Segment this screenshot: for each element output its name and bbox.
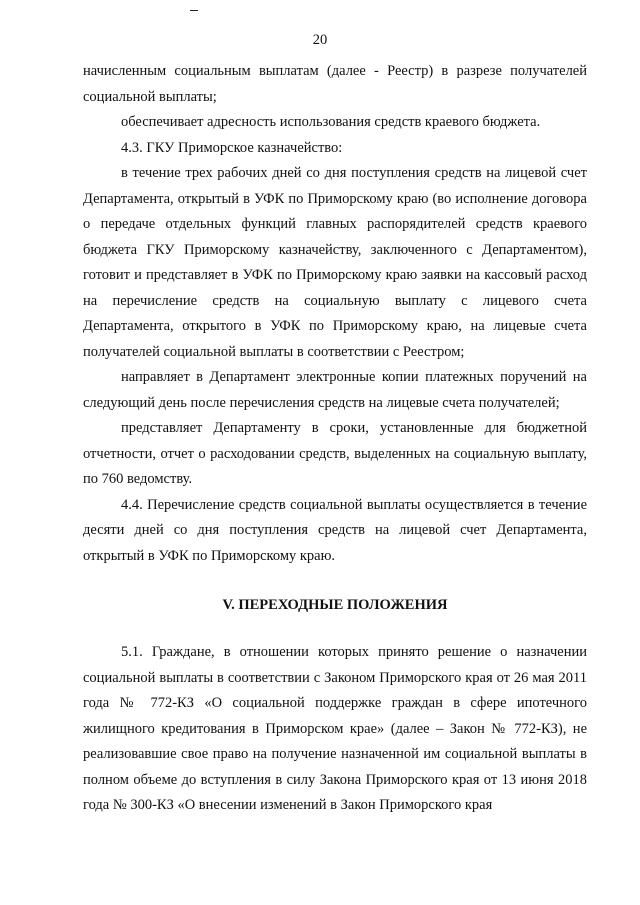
paragraph-5-1: 5.1. Граждане, в отношении которых принято решение о назначении социальной выплаты в соответствии с Законом Приморского края от 26 мая 2011 года № 772-КЗ «О социальной поддержке граждан в сфере ипотечного жилищного кредитования в Приморском крае» (далее – Закон № 772-КЗ), не реализовавшие свое право на получение назначенной им социальной выплаты в полном объеме до вступления в силу Закона Приморского края от 13 июня 2018 года № 300-КЗ «О внесении изменений в Закон Приморского края: [83, 644, 587, 813]
paragraph-registry-continuation: начисленным социальным выплатам (далее - Реестр) в разрезе получателей социальной выплаты;: [83, 63, 587, 105]
page-number: 20: [312, 32, 328, 48]
page-top-mark: [190, 10, 198, 11]
paragraph-spending-report: представляет Департаменту в сроки, установленные для бюджетной отчетности, отчет о расходовании средств, выделенных на социальную выплату, по 760 ведомству.: [83, 420, 587, 487]
paragraph-treasury-three-days: в течение трех рабочих дней со дня поступления средств на лицевой счет Департамента, открытый в УФК по Приморскому краю (во исполнение договора о передаче отдельных функций главных распорядителей средств краевого бюджета ГКУ Приморскому казначейству, заключенного с Департаментом), готовит и представляет в УФК по Приморскому краю заявки на кассовый расход на перечисление средств на социальную выплату с лицевого счета Департамента, открытого в УФК по Приморскому краю, на лицевые счета получателей социальной выплаты в соответствии с Реестром;: [83, 165, 587, 360]
paragraph-4-3: 4.3. ГКУ Приморское казначейство:: [121, 139, 343, 156]
paragraph-targeted-use: обеспечивает адресность использования средств краевого бюджета.: [121, 114, 541, 130]
section-heading: V. ПЕРЕХОДНЫЕ ПОЛОЖЕНИЯ: [222, 597, 448, 613]
page-content: [83, 59, 587, 819]
paragraph-payment-copies: направляет в Департамент электронные копии платежных поручений на следующий день после перечисления средств на лицевые счета получателей;: [83, 369, 587, 411]
paragraph-4-4: 4.4. Перечисление средств социальной выплаты осуществляется в течение десяти дней со дня поступления средств на лицевой счет Департамента, открытый в УФК по Приморскому краю.: [83, 496, 587, 564]
